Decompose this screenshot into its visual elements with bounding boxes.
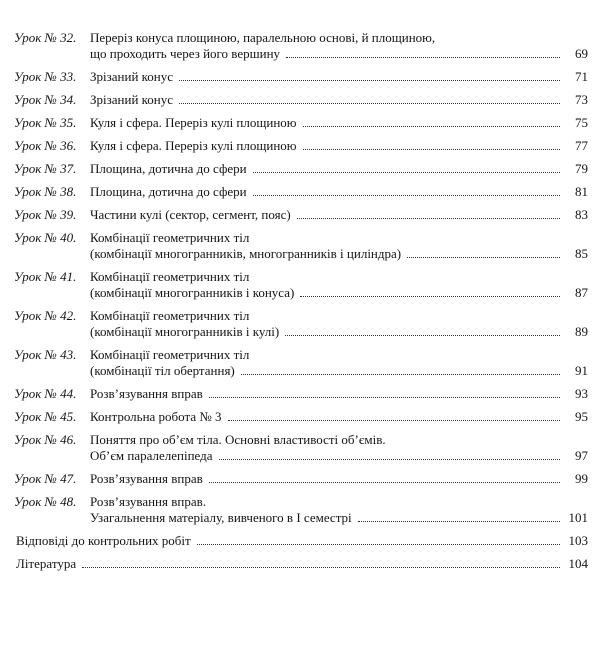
lesson-number: Урок № 36. [14, 138, 77, 153]
toc-entry[interactable] [14, 230, 588, 262]
page-number: 91 [575, 363, 588, 378]
lesson-number: Урок № 40. [14, 230, 77, 245]
toc-entry[interactable] [14, 138, 588, 154]
dot-leader [219, 459, 560, 460]
entry-title [90, 432, 588, 464]
title-line: Комбінації геометричних тіл [90, 269, 250, 284]
page-number: 103 [568, 533, 588, 548]
page-number: 77 [575, 138, 588, 153]
title-line: Об’єм паралелепіпеда [90, 448, 213, 463]
title-line: Комбінації геометричних тіл [90, 347, 250, 362]
lesson-number: Урок № 34. [14, 92, 77, 107]
title-line: Відповіді до контрольних робіт [16, 533, 191, 548]
lesson-number: Урок № 44. [14, 386, 77, 401]
title-line: (комбінації многогранників і конуса) [90, 285, 295, 300]
title-line: Куля і сфера. Переріз кулі площиною [90, 115, 297, 130]
dot-leader [82, 567, 560, 568]
entry-title [90, 308, 588, 340]
dot-leader [358, 521, 560, 522]
toc-entry[interactable] [14, 432, 588, 464]
dot-leader [179, 103, 560, 104]
lesson-number: Урок № 48. [14, 494, 77, 509]
title-line: Площина, дотична до сфери [90, 161, 247, 176]
dot-leader [285, 335, 560, 336]
page-number: 101 [568, 510, 588, 525]
dot-leader [253, 195, 560, 196]
entry-title [90, 161, 588, 177]
toc-entry[interactable] [14, 115, 588, 131]
page-number: 71 [575, 69, 588, 84]
title-line: Розв’язування вправ [90, 471, 203, 486]
entry-title [90, 386, 588, 402]
lesson-number: Урок № 38. [14, 184, 77, 199]
page-number: 87 [575, 285, 588, 300]
dot-leader [300, 296, 560, 297]
toc-entry[interactable] [14, 471, 588, 487]
page-number: 99 [575, 471, 588, 486]
title-line: Площина, дотична до сфери [90, 184, 247, 199]
page-number: 83 [575, 207, 588, 222]
dot-leader [253, 172, 560, 173]
entry-title [90, 30, 588, 62]
title-line: Куля і сфера. Переріз кулі площиною [90, 138, 297, 153]
entry-title [14, 556, 588, 572]
toc-entry[interactable] [14, 386, 588, 402]
entry-title [90, 494, 588, 526]
title-line: Частини кулі (сектор, сегмент, пояс) [90, 207, 291, 222]
page-number: 95 [575, 409, 588, 424]
title-line: Узагальнення матеріалу, вивченого в I семестрі [90, 510, 352, 525]
toc-entry[interactable] [14, 556, 588, 572]
page-number: 69 [575, 46, 588, 61]
dot-leader [197, 544, 560, 545]
title-line: Переріз конуса площиною, паралельною основі, й площиною, [90, 30, 436, 45]
toc-entry[interactable] [14, 269, 588, 301]
toc-entry[interactable] [14, 92, 588, 108]
page-number: 104 [568, 556, 588, 571]
toc-entry[interactable] [14, 184, 588, 200]
entry-title [90, 69, 588, 85]
lesson-number: Урок № 43. [14, 347, 77, 362]
lesson-number: Урок № 35. [14, 115, 77, 130]
lesson-number: Урок № 45. [14, 409, 77, 424]
entry-title [90, 269, 588, 301]
dot-leader [209, 482, 560, 483]
title-line: Література [16, 556, 77, 571]
toc-entry[interactable] [14, 533, 588, 549]
toc-entry[interactable] [14, 207, 588, 223]
lesson-number: Урок № 37. [14, 161, 77, 176]
dot-leader [303, 126, 560, 127]
title-line: Зрізаний конус [90, 92, 174, 107]
dot-leader [407, 257, 560, 258]
dot-leader [179, 80, 560, 81]
title-line: Розв’язування вправ [90, 386, 203, 401]
toc-entry[interactable] [14, 347, 588, 379]
dot-leader [209, 397, 560, 398]
entry-title [90, 138, 588, 154]
dot-leader [297, 218, 560, 219]
toc-entry[interactable] [14, 30, 588, 62]
entry-title [90, 207, 588, 223]
entry-title [90, 92, 588, 108]
dot-leader [286, 57, 560, 58]
dot-leader [303, 149, 560, 150]
lesson-number: Урок № 42. [14, 308, 77, 323]
dot-leader [241, 374, 560, 375]
dot-leader [228, 420, 561, 421]
entry-title [90, 471, 588, 487]
toc-entry[interactable] [14, 494, 588, 526]
page-number: 93 [575, 386, 588, 401]
lesson-number: Урок № 39. [14, 207, 77, 222]
entry-title [90, 115, 588, 131]
title-line: що проходить через його вершину [90, 46, 281, 61]
title-line: Контрольна робота № 3 [90, 409, 222, 424]
toc-entry[interactable] [14, 69, 588, 85]
title-line: (комбінації тіл обертання) [90, 363, 235, 378]
entry-title [14, 533, 588, 549]
toc-entry[interactable] [14, 308, 588, 340]
page-number: 73 [575, 92, 588, 107]
lesson-number: Урок № 33. [14, 69, 77, 84]
entry-title [90, 347, 588, 379]
toc-entry[interactable] [14, 161, 588, 177]
lesson-number: Урок № 47. [14, 471, 77, 486]
page-number: 81 [575, 184, 588, 199]
title-line: Комбінації геометричних тіл [90, 230, 250, 245]
lesson-number: Урок № 32. [14, 30, 77, 45]
title-line: (комбінації многогранників і кулі) [90, 324, 280, 339]
title-line: Поняття про об’єм тіла. Основні властивості об’ємів. [90, 432, 386, 447]
toc-entry[interactable] [14, 409, 588, 425]
page-number: 85 [575, 246, 588, 261]
entry-title [90, 230, 588, 262]
title-line: (комбінації многогранників, многогранників і циліндра) [90, 246, 402, 261]
entry-title [90, 409, 588, 425]
entry-title [90, 184, 588, 200]
page-number: 79 [575, 161, 588, 176]
title-line: Розв’язування вправ. [90, 494, 206, 509]
lesson-number: Урок № 46. [14, 432, 77, 447]
lesson-number: Урок № 41. [14, 269, 77, 284]
page-number: 97 [575, 448, 588, 463]
page-number: 75 [575, 115, 588, 130]
page-number: 89 [575, 324, 588, 339]
table-of-contents [14, 30, 588, 579]
title-line: Зрізаний конус [90, 69, 174, 84]
title-line: Комбінації геометричних тіл [90, 308, 250, 323]
